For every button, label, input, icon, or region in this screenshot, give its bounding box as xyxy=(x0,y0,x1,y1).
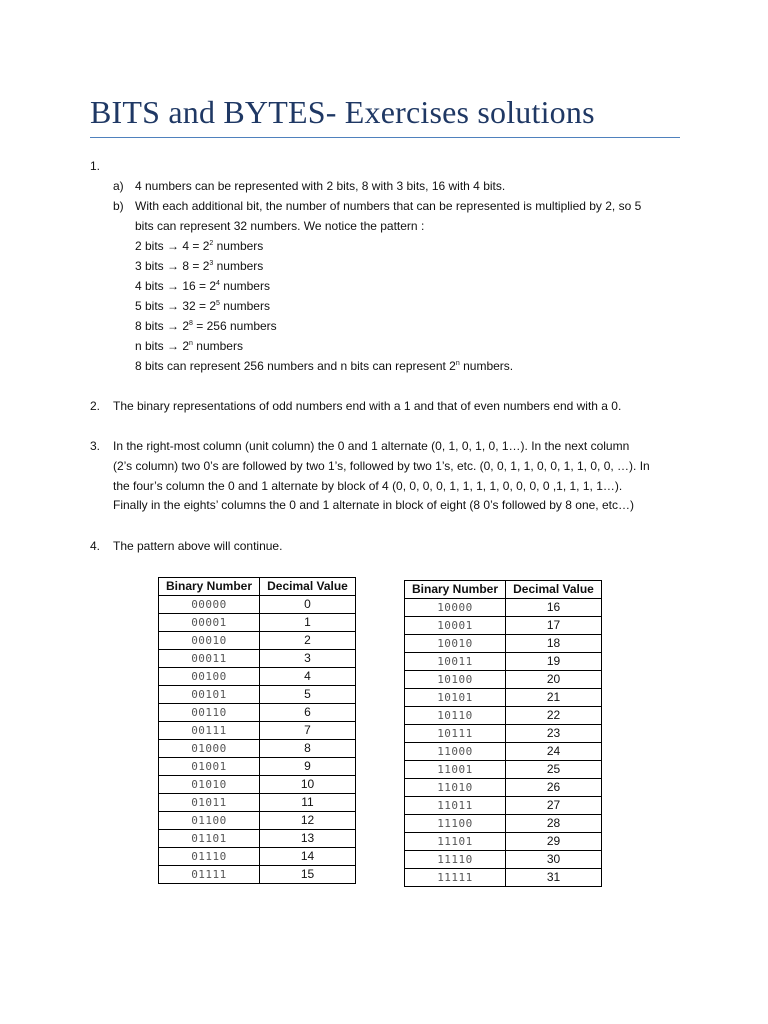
table-row xyxy=(159,596,356,614)
binary-number-cell: 01110 xyxy=(159,848,260,866)
decimal-value-cell: 10 xyxy=(260,776,356,794)
binary-number-cell: 00101 xyxy=(159,686,260,704)
binary-number-cell: 11100 xyxy=(405,815,506,833)
table-header-row xyxy=(405,581,602,599)
binary-number-cell: 00000 xyxy=(159,596,260,614)
pattern-post: numbers xyxy=(213,239,264,253)
binary-number-cell: 01111 xyxy=(159,866,260,884)
decimal-value-cell: 4 xyxy=(260,668,356,686)
conclusion-post: numbers. xyxy=(459,359,514,373)
pattern-exponent: 8 xyxy=(189,320,193,327)
binary-number-cell: 10000 xyxy=(405,599,506,617)
decimal-value-cell: 31 xyxy=(506,869,602,887)
binary-number-cell: 01000 xyxy=(159,740,260,758)
pattern-post: numbers xyxy=(219,299,270,313)
pattern-line xyxy=(135,318,277,334)
table-row xyxy=(405,599,602,617)
decimal-value-cell: 26 xyxy=(506,779,602,797)
binary-number-cell: 11001 xyxy=(405,761,506,779)
q1-conclusion xyxy=(135,358,513,374)
decimal-value-cell: 14 xyxy=(260,848,356,866)
pattern-pre: 4 bits → 16 = 2 xyxy=(135,279,217,293)
decimal-value-header: Decimal Value xyxy=(260,578,356,596)
binary-number-cell: 10110 xyxy=(405,707,506,725)
q4-number: 4. xyxy=(90,539,101,553)
table-row xyxy=(159,812,356,830)
pattern-line xyxy=(135,298,270,314)
q3-text-line: the four’s column the 0 and 1 alternate by block of 4 (0, 0, 0, 0, 1, 1, 1, 1, 0, 0, 0, 0 ,1, 1, 1, 1…). xyxy=(113,479,623,493)
binary-number-cell: 00010 xyxy=(159,632,260,650)
decimal-value-cell: 0 xyxy=(260,596,356,614)
binary-table-0-15 xyxy=(158,577,356,884)
table-row xyxy=(405,761,602,779)
decimal-value-cell: 5 xyxy=(260,686,356,704)
binary-number-header: Binary Number xyxy=(159,578,260,596)
pattern-line xyxy=(135,238,263,254)
table-header-row xyxy=(159,578,356,596)
binary-number-cell: 11101 xyxy=(405,833,506,851)
q1b-text-line2: bits can represent 32 numbers. We notice the pattern : xyxy=(135,219,425,233)
binary-number-cell: 10001 xyxy=(405,617,506,635)
decimal-value-cell: 15 xyxy=(260,866,356,884)
table-row xyxy=(405,653,602,671)
table-row xyxy=(405,815,602,833)
page-title: BITS and BYTES- Exercises solutions xyxy=(90,94,595,130)
q1a-label: a) xyxy=(113,179,124,193)
q1b-label: b) xyxy=(113,199,124,213)
table-row xyxy=(405,851,602,869)
decimal-value-header: Decimal Value xyxy=(506,581,602,599)
q4-text: The pattern above will continue. xyxy=(113,539,283,553)
binary-number-cell: 00111 xyxy=(159,722,260,740)
pattern-post: numbers xyxy=(213,259,264,273)
decimal-value-cell: 12 xyxy=(260,812,356,830)
table-row xyxy=(405,689,602,707)
decimal-value-cell: 24 xyxy=(506,743,602,761)
table-row xyxy=(405,869,602,887)
q3-text-line: Finally in the eights’ columns the 0 and 1 alternate in block of eight (8 0’s followed by 8 one, etc…) xyxy=(113,498,634,512)
q1b-text-line1: With each additional bit, the number of numbers that can be represented is multiplied by 2, so 5 xyxy=(135,199,642,213)
q3-text-line: In the right-most column (unit column) the 0 and 1 alternate (0, 1, 0, 1, 0, 1…). In the next column xyxy=(113,439,630,453)
table-row xyxy=(405,725,602,743)
table-row xyxy=(405,617,602,635)
table-row xyxy=(159,704,356,722)
pattern-post: numbers xyxy=(219,279,270,293)
table-row xyxy=(159,668,356,686)
pattern-exponent: 3 xyxy=(209,260,214,267)
decimal-value-cell: 21 xyxy=(506,689,602,707)
table-row xyxy=(159,632,356,650)
decimal-value-cell: 17 xyxy=(506,617,602,635)
decimal-value-cell: 27 xyxy=(506,797,602,815)
pattern-post: = 256 numbers xyxy=(192,319,277,333)
binary-number-cell: 01001 xyxy=(159,758,260,776)
binary-number-cell: 01100 xyxy=(159,812,260,830)
table-row xyxy=(405,779,602,797)
decimal-value-cell: 28 xyxy=(506,815,602,833)
decimal-value-cell: 6 xyxy=(260,704,356,722)
table-row xyxy=(405,833,602,851)
binary-table-16-31 xyxy=(404,580,602,887)
pattern-post: numbers xyxy=(192,339,243,353)
q2-number: 2. xyxy=(90,399,101,413)
decimal-value-cell: 30 xyxy=(506,851,602,869)
table-row xyxy=(405,635,602,653)
binary-number-cell: 00100 xyxy=(159,668,260,686)
decimal-value-cell: 20 xyxy=(506,671,602,689)
decimal-value-cell: 3 xyxy=(260,650,356,668)
q2-text: The binary representations of odd numbers end with a 1 and that of even numbers end with a 0. xyxy=(113,399,622,413)
binary-number-cell: 11000 xyxy=(405,743,506,761)
pattern-exponent: 4 xyxy=(216,280,220,287)
table-row xyxy=(159,722,356,740)
decimal-value-cell: 22 xyxy=(506,707,602,725)
binary-number-cell: 10101 xyxy=(405,689,506,707)
pattern-pre: 2 bits → 4 = 2 xyxy=(135,239,210,253)
binary-number-cell: 00001 xyxy=(159,614,260,632)
table-row xyxy=(405,707,602,725)
pattern-pre: 5 bits → 32 = 2 xyxy=(135,299,217,313)
binary-number-cell: 00110 xyxy=(159,704,260,722)
binary-number-cell: 10010 xyxy=(405,635,506,653)
table-row xyxy=(159,776,356,794)
decimal-value-cell: 25 xyxy=(506,761,602,779)
table-row xyxy=(159,830,356,848)
pattern-pre: 3 bits → 8 = 2 xyxy=(135,259,210,273)
q1a-text: 4 numbers can be represented with 2 bits, 8 with 3 bits, 16 with 4 bits. xyxy=(135,179,506,193)
q1-number: 1. xyxy=(90,159,101,173)
table-row xyxy=(159,794,356,812)
binary-number-header: Binary Number xyxy=(405,581,506,599)
table-row xyxy=(159,650,356,668)
decimal-value-cell: 9 xyxy=(260,758,356,776)
binary-number-cell: 11011 xyxy=(405,797,506,815)
binary-number-cell: 10011 xyxy=(405,653,506,671)
decimal-value-cell: 23 xyxy=(506,725,602,743)
decimal-value-cell: 11 xyxy=(260,794,356,812)
pattern-line xyxy=(135,258,263,274)
binary-number-cell: 11110 xyxy=(405,851,506,869)
binary-number-cell: 10111 xyxy=(405,725,506,743)
conclusion-pre: 8 bits can represent 256 numbers and n bits can represent 2 xyxy=(135,359,456,373)
decimal-value-cell: 1 xyxy=(260,614,356,632)
binary-number-cell: 00011 xyxy=(159,650,260,668)
table-row xyxy=(405,797,602,815)
q3-text-line: (2’s column) two 0’s are followed by two 1’s, followed by two 1’s, etc. (0, 0, 1, 1, 0, 0, 1, 1, 0, 0, …). In xyxy=(113,459,650,473)
decimal-value-cell: 29 xyxy=(506,833,602,851)
pattern-pre: n bits → 2 xyxy=(135,339,190,353)
table-row xyxy=(405,743,602,761)
table-row xyxy=(159,758,356,776)
q3-number: 3. xyxy=(90,439,101,453)
binary-number-cell: 01011 xyxy=(159,794,260,812)
table-row xyxy=(159,740,356,758)
binary-number-cell: 01010 xyxy=(159,776,260,794)
table-row xyxy=(159,686,356,704)
decimal-value-cell: 18 xyxy=(506,635,602,653)
pattern-exponent: 5 xyxy=(216,300,220,307)
pattern-exponent: 2 xyxy=(209,240,214,247)
table-row xyxy=(159,848,356,866)
decimal-value-cell: 13 xyxy=(260,830,356,848)
decimal-value-cell: 7 xyxy=(260,722,356,740)
conclusion-exponent: n xyxy=(455,360,460,367)
pattern-exponent: n xyxy=(189,340,193,347)
table-row xyxy=(159,614,356,632)
decimal-value-cell: 19 xyxy=(506,653,602,671)
table-row xyxy=(159,866,356,884)
pattern-pre: 8 bits → 2 xyxy=(135,319,190,333)
pattern-line xyxy=(135,338,243,354)
binary-number-cell: 11111 xyxy=(405,869,506,887)
binary-number-cell: 01101 xyxy=(159,830,260,848)
binary-number-cell: 10100 xyxy=(405,671,506,689)
binary-number-cell: 11010 xyxy=(405,779,506,797)
decimal-value-cell: 2 xyxy=(260,632,356,650)
pattern-line xyxy=(135,278,270,294)
title-underline xyxy=(90,137,680,138)
table-row xyxy=(405,671,602,689)
decimal-value-cell: 16 xyxy=(506,599,602,617)
decimal-value-cell: 8 xyxy=(260,740,356,758)
